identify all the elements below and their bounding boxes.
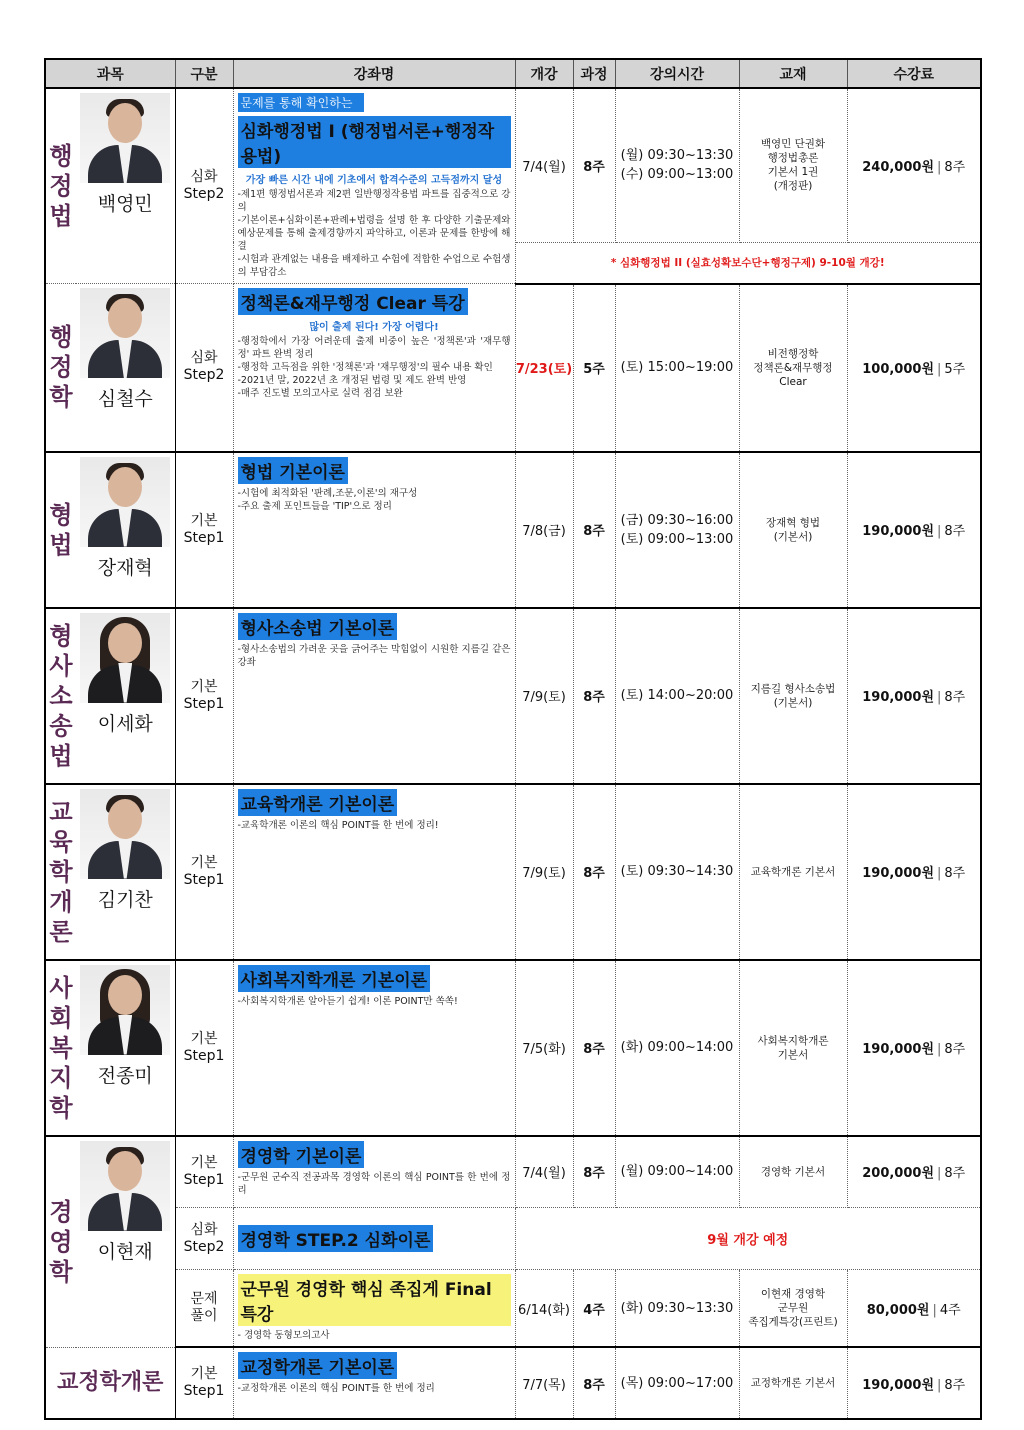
subject-cell: 교정학개론 [45,1347,175,1419]
course-title [238,288,511,315]
level-text: 풀이 [190,1308,218,1324]
fee-divider: | [937,524,942,539]
course-desc-line: -교정학개론 이론의 핵심 POINT를 한 번에 정리 [237,1383,435,1394]
fee-divider: | [932,1302,937,1318]
course-tag: 문제를 통해 확인하는 [238,93,365,112]
subject-char: 복 [49,1033,73,1062]
lecture-time-line: (화) 09:00~14:00 [620,1040,734,1055]
textbook [739,960,847,1136]
course-title-text: 정책론&재무행정 Clear 특강 [238,288,468,315]
course-title [238,1141,511,1168]
professor-name: 심철수 [97,388,153,410]
fee-amount: 100,000원 [862,362,935,377]
course-desc-line: -군무원 군수직 전공과목 경영학 이론의 핵심 POINT를 한 번에 정리 [237,1171,511,1196]
lecture-time [615,88,739,242]
course-desc [238,1329,511,1342]
header-course: 강좌명 [233,59,515,88]
course-title-text: 교정학개론 기본이론 [238,1352,398,1379]
course-desc-line: -매주 진도별 모의고사로 실력 점검 보완 [237,388,403,399]
profile-photo [80,1141,170,1231]
textbook-line: 이현재 경영학 [760,1288,826,1300]
course-title-text: 경영학 기본이론 [238,1141,365,1168]
course-table [44,58,982,1420]
profile-photo [80,789,170,879]
level-text: Step1 [183,871,225,888]
profile-photo [80,288,170,378]
lecture-time-line: (토) 09:30~14:30 [620,864,734,879]
textbook-line: (개정판) [773,180,813,193]
course-title [238,1352,511,1379]
textbook-line: 행정법총론 [767,152,819,165]
term-weeks: 4주 [573,1270,615,1348]
subject-cell [45,608,76,784]
professor-cell [76,960,175,1136]
level-text: Step1 [183,1383,225,1399]
course-subtitle: 가장 빠른 시간 내에 기초에서 합격수준의 고득점까지 달성 [245,175,503,186]
term-weeks: 8주 [573,608,615,784]
fee-amount: 80,000원 [866,1302,930,1318]
course-desc-line: -교육학개론 이론의 핵심 POINT를 한 번에 정리! [237,819,439,831]
course-title-text: 형법 기본이론 [238,457,348,484]
course-cell [233,608,515,784]
textbook: 교정학개론 기본서 [739,1347,847,1419]
level-text: Step2 [183,1238,225,1255]
textbook-line: 지름길 형사소송법 [750,682,836,695]
course-title [238,1274,511,1326]
start-date: 7/4(월) [515,1136,573,1208]
subject-char: 소 [49,681,73,710]
professor-cell [76,284,175,452]
professor-name: 김기찬 [97,888,153,911]
level-text: Step2 [183,186,225,202]
level-cell [175,608,233,784]
textbook [739,784,847,960]
header-time: 강의시간 [615,59,739,88]
course-desc [238,1382,511,1395]
course-desc-line: -제1편 행정법서론과 제2편 일반행정작용법 파트를 집중적으로 강의 [237,189,511,213]
textbook [739,608,847,784]
course-cell [233,452,515,608]
fee-amount: 240,000원 [862,159,935,175]
subject-char: 행 [49,142,73,170]
level-cell [175,452,233,608]
course-cell [233,1347,515,1419]
fee-weeks: 5주 [944,362,966,377]
profile-photo [80,457,170,547]
lecture-time [615,452,739,608]
subject-char: 론 [49,917,73,946]
lecture-time: (목) 09:00~17:00 [615,1347,739,1419]
course-row [45,1208,981,1270]
subject-char: 송 [49,711,73,740]
fee-weeks: 4주 [939,1302,961,1318]
term-weeks: 8주 [573,1347,615,1419]
term-weeks: 8주 [573,784,615,960]
lecture-time-line: (금) 09:30~16:00 [620,512,734,528]
course-row [45,1136,981,1208]
subject-char: 학 [49,383,73,412]
course-cell [233,960,515,1136]
course-desc-line: -행정학 고득점을 위한 '정책론'과 '재무행정'의 필수 내용 확인 [237,362,493,373]
term-weeks: 8주 [573,88,615,242]
course-desc [238,643,511,669]
course-title-text: 사회복지학개론 기본이론 [238,965,431,992]
subject-char: 경 [49,1197,73,1226]
course-desc-line: -시험과 관계없는 내용을 배제하고 수험에 적합한 수업으로 수험생의 부담감소 [237,254,511,278]
course-row [45,1347,981,1419]
professor-name: 이현재 [97,1240,153,1263]
profile-photo [80,965,170,1055]
start-date: 7/5(화) [515,960,573,1136]
course-title-text: 군무원 경영학 핵심 족집게 Final 특강 [238,1274,511,1326]
course-cell [233,1136,515,1208]
lecture-time-line: (토) 09:00~13:00 [620,531,734,547]
subject-char: 회 [49,1003,73,1032]
level-text: Step1 [183,529,225,546]
textbook-line: 기본서 1권 [767,166,819,179]
fee-cell [847,1136,981,1208]
subject-char: 사 [49,651,73,680]
course-row [45,1270,981,1348]
course-title [238,965,511,992]
course-title-text: 형사소송법 기본이론 [238,613,398,640]
subject-char: 육 [49,827,73,856]
fee-weeks: 8주 [944,159,966,175]
course-title-text: 교육학개론 기본이론 [238,789,398,816]
textbook-line: 교육학개론 기본서 [750,865,836,878]
course-desc [238,995,511,1008]
course-row [45,784,981,960]
course-row [45,960,981,1136]
textbook-line: (기본서) [773,530,813,543]
level-cell [175,88,233,284]
subject-char: 정 [49,353,73,382]
textbook-line: 족집게특강(프린트) [748,1316,838,1328]
course-desc [238,188,511,279]
level-text: 심화 [190,169,218,185]
professor-name: 이세화 [97,712,153,735]
textbook-line: Clear [779,375,807,388]
professor-name: 전종미 [97,1064,153,1087]
course-title-text: 심화행정법 I (행정법서론+행정작용법) [238,116,511,168]
course-desc [238,335,511,400]
start-date: 7/8(금) [515,452,573,608]
plan-notice: 9월 개강 예정 [515,1208,981,1270]
lecture-time [615,960,739,1136]
lecture-time [615,284,739,452]
fee-divider: | [937,159,942,175]
course-title [238,116,511,168]
term-weeks: 8주 [573,1136,615,1208]
fee-divider: | [937,1377,942,1393]
fee-divider: | [937,1166,942,1182]
subject-char: 지 [49,1063,73,1092]
term-weeks: 5주 [573,284,615,452]
subject-char: 학 [49,1093,73,1122]
lecture-time: (월) 09:00~14:00 [615,1136,739,1208]
course-title [238,613,511,640]
fee-amount: 190,000원 [862,866,935,881]
level-cell [175,1208,233,1270]
fee-amount: 190,000원 [862,1377,935,1393]
level-cell [175,1270,233,1348]
level-text: Step1 [183,695,225,712]
course-desc-line: -2021년 말, 2022년 초 개정된 법령 및 제도 완벽 반영 [237,375,467,386]
level-text: 기본 [190,1154,218,1171]
fee-divider: | [937,866,942,881]
notice-cell: * 심화행정법 II (실효성확보수단+행정구제) 9-10월 개강! [515,242,981,283]
lecture-time [615,608,739,784]
textbook: 경영학 기본서 [739,1136,847,1208]
course-desc-line: -시험에 최적화된 '판례,조문,이론'의 재구성 [237,487,418,499]
fee-amount: 190,000원 [862,524,935,539]
fee-weeks: 8주 [944,866,966,881]
textbook-line: 장재혁 형법 [765,516,821,529]
subject-char: 법 [49,530,73,559]
fee-cell [847,452,981,608]
course-title [238,789,511,816]
level-text: Step2 [183,367,225,384]
textbook-line: (기본서) [773,696,813,709]
subject-char: 법 [49,202,73,230]
textbook-line: 정책론&재무행정 [753,361,833,374]
course-desc-line: -행정학에서 가장 어려운데 출제 비중이 높은 '정책론'과 '재무행정' 파트 완벽 정리 [237,336,511,360]
level-text: 기본 [190,1366,218,1382]
level-text: 기본 [190,678,218,695]
start-date: 7/4(월) [515,88,573,242]
header-fee: 수강료 [847,59,981,88]
level-cell [175,1136,233,1208]
term-weeks: 8주 [573,452,615,608]
subject-char: 개 [49,887,73,916]
level-cell [175,784,233,960]
fee-cell [847,284,981,452]
subject-cell [45,284,76,452]
fee-cell [847,784,981,960]
professor-cell [76,1136,175,1348]
term-weeks: 8주 [573,960,615,1136]
start-date: 7/7(목) [515,1347,573,1419]
level-text: 기본 [190,1030,218,1047]
subject-char: 정 [49,172,73,200]
fee-weeks: 8주 [944,1042,966,1057]
professor-name: 백영민 [97,193,153,215]
course-row [45,284,981,452]
course-row [45,88,981,242]
textbook-line: 비전행정학 [767,347,819,360]
course-desc [238,1171,511,1197]
lecture-time-line: (수) 09:00~13:00 [620,167,734,183]
textbook [739,284,847,452]
header-book: 교재 [739,59,847,88]
header-subject: 과목 [45,59,175,88]
subject-cell [45,88,76,284]
professor-name: 장재혁 [97,556,153,579]
level-text: Step1 [183,1171,225,1188]
start-date: 6/14(화) [515,1270,573,1348]
header-row [45,59,981,88]
fee-weeks: 8주 [944,524,966,539]
course-desc-line: - 경영학 동형모의고사 [237,1330,330,1341]
profile-photo [80,613,170,703]
subject-char: 학 [49,1257,73,1286]
subject-char: 사 [49,973,73,1002]
course-cell [233,1208,515,1270]
header-start: 개강 [515,59,573,88]
textbook [739,452,847,608]
level-cell [175,1347,233,1419]
course-row [45,452,981,608]
course-desc-line: -주요 출제 포인트들을 'TIP'으로 정리 [237,500,392,512]
header-term: 과정 [573,59,615,88]
textbook-line: 군무원 [777,1302,809,1314]
fee-amount: 200,000원 [862,1166,935,1182]
fee-weeks: 8주 [944,1166,966,1182]
course-desc-line: -형사소송법의 가려운 곳을 긁어주는 막힘없이 시원한 지름길 같은 강좌 [237,643,511,668]
lecture-time-line: (토) 14:00~20:00 [620,688,734,703]
level-text: 기본 [190,512,218,529]
start-date: 7/23(토) [515,284,573,452]
fee-divider: | [937,690,942,705]
level-text: 기본 [190,854,218,871]
subject-char: 행 [49,323,73,352]
course-cell [233,1270,515,1348]
start-date: 7/9(토) [515,784,573,960]
fee-cell [847,960,981,1136]
fee-weeks: 8주 [944,690,966,705]
subject-char: 법 [49,741,73,770]
textbook-line: 기본서 [777,1048,809,1061]
lecture-time-line: (토) 15:00~19:00 [620,360,734,375]
course-desc-line: -사회복지학개론 알아듣기 쉽게! 이론 POINT만 쏙쏙! [237,995,458,1007]
level-text: 심화 [190,350,218,367]
subject-cell [45,1136,76,1348]
lecture-time: (화) 09:30~13:30 [615,1270,739,1348]
course-cell [233,784,515,960]
level-cell [175,960,233,1136]
fee-divider: | [937,362,942,377]
course-title [238,457,511,484]
header-gubun: 구분 [175,59,233,88]
professor-cell [76,784,175,960]
course-cell [233,88,515,284]
subject-char: 학 [49,857,73,886]
textbook [739,88,847,242]
course-desc [238,487,511,513]
fee-divider: | [937,1042,942,1057]
textbook [739,1270,847,1348]
textbook-line: 사회복지학개론 [757,1034,829,1047]
start-date: 7/9(토) [515,608,573,784]
subject-char: 영 [49,1227,73,1256]
level-text: 심화 [190,1221,218,1238]
course-desc-line: -기본이론+심화이론+판례+법령을 설명 한 후 다양한 기출문제와 예상문제를 통해 출제경향까지 파악하고, 이론과 문제를 한방에 해결 [237,215,511,252]
course-schedule [44,58,980,1420]
course-subtitle: 많이 출제 된다! 가장 어렵다! [309,322,439,333]
professor-cell [76,608,175,784]
course-cell [233,284,515,452]
professor-cell [76,88,175,284]
fee-amount: 190,000원 [862,1042,935,1057]
subject-cell [45,452,76,608]
fee-cell [847,608,981,784]
level-text: 문제 [190,1291,218,1307]
subject-cell [45,960,76,1136]
lecture-time [615,784,739,960]
subject-char: 형 [49,500,73,529]
fee-cell [847,1270,981,1348]
fee-weeks: 8주 [944,1377,966,1393]
fee-cell [847,88,981,242]
lecture-time-line: (월) 09:30~13:30 [620,148,734,164]
fee-amount: 190,000원 [862,690,935,705]
profile-photo [80,93,170,183]
subject-char: 형 [49,621,73,650]
textbook-line: 백영민 단권화 [760,138,826,151]
fee-cell [847,1347,981,1419]
level-cell [175,284,233,452]
level-text: Step1 [183,1047,225,1064]
course-title-text: 경영학 STEP.2 심화이론 [238,1225,434,1252]
subject-char: 교 [49,797,73,826]
course-desc [238,819,511,832]
course-row [45,608,981,784]
professor-cell [76,452,175,608]
subject-cell [45,784,76,960]
